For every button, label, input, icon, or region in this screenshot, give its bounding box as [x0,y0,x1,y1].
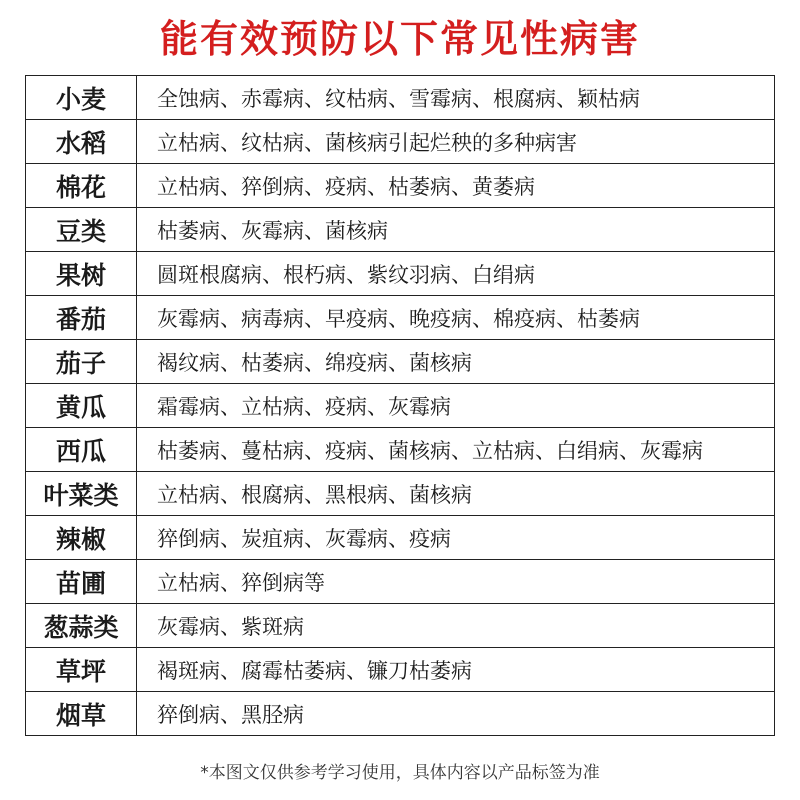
crop-name: 黄瓜 [26,384,137,428]
crop-name: 辣椒 [26,516,137,560]
disease-list: 褐斑病、腐霉枯萎病、镰刀枯萎病 [137,648,775,692]
table-row [26,692,775,736]
disease-list: 霜霉病、立枯病、疫病、灰霉病 [137,384,775,428]
disease-list: 灰霉病、紫斑病 [137,604,775,648]
disease-list: 褐纹病、枯萎病、绵疫病、菌核病 [137,340,775,384]
disease-list: 立枯病、猝倒病等 [137,560,775,604]
disease-list: 猝倒病、炭疽病、灰霉病、疫病 [137,516,775,560]
crop-name: 水稻 [26,120,137,164]
disease-list: 灰霉病、病毒病、早疫病、晚疫病、棉疫病、枯萎病 [137,296,775,340]
disease-list: 立枯病、根腐病、黑根病、菌核病 [137,472,775,516]
disease-list: 立枯病、猝倒病、疫病、枯萎病、黄萎病 [137,164,775,208]
crop-name: 葱蒜类 [26,604,137,648]
disease-list: 圆斑根腐病、根朽病、紫纹羽病、白绢病 [137,252,775,296]
disease-list: 立枯病、纹枯病、菌核病引起烂秧的多种病害 [137,120,775,164]
crop-name: 茄子 [26,340,137,384]
crop-name: 苗圃 [26,560,137,604]
table-row [26,208,775,252]
disease-list: 全蚀病、赤霉病、纹枯病、雪霉病、根腐病、颖枯病 [137,76,775,120]
crop-name: 豆类 [26,208,137,252]
crop-name: 西瓜 [26,428,137,472]
crop-name: 果树 [26,252,137,296]
table-row [26,384,775,428]
disease-list: 枯萎病、灰霉病、菌核病 [137,208,775,252]
table-row [26,516,775,560]
crop-name: 叶菜类 [26,472,137,516]
disease-list: 猝倒病、黑胫病 [137,692,775,736]
disease-list: 枯萎病、蔓枯病、疫病、菌核病、立枯病、白绢病、灰霉病 [137,428,775,472]
table-row [26,252,775,296]
disease-table [25,75,775,736]
table-row [26,560,775,604]
table-row [26,428,775,472]
table-row [26,472,775,516]
crop-name: 番茄 [26,296,137,340]
page-title: 能有效预防以下常见性病害 [159,17,640,61]
table-row [26,604,775,648]
crop-name: 烟草 [26,692,137,736]
crop-name: 小麦 [26,76,137,120]
table-row [26,120,775,164]
disclaimer-footnote: *本图文仅供参考学习使用，具体内容以产品标签为准 [200,763,600,783]
crop-name: 棉花 [26,164,137,208]
crop-name: 草坪 [26,648,137,692]
table-row [26,164,775,208]
table-row [26,296,775,340]
table-row [26,340,775,384]
table-row [26,76,775,120]
table-row [26,648,775,692]
